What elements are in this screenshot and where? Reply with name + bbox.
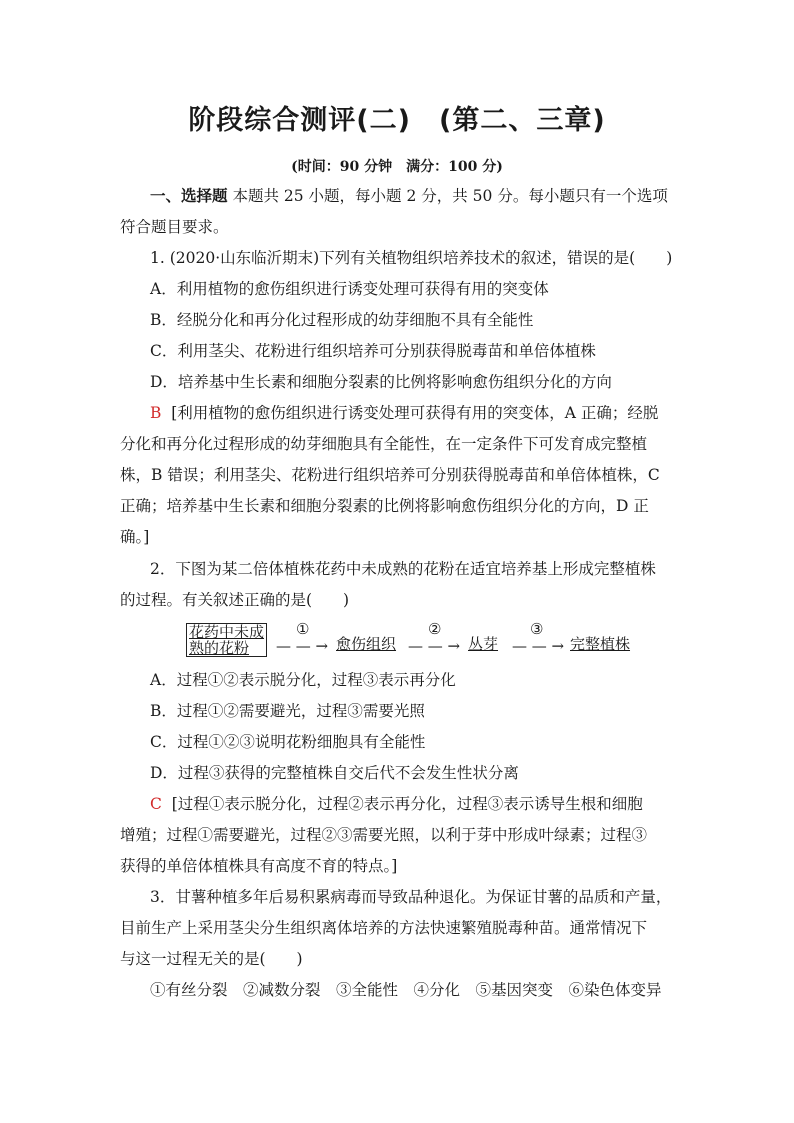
arrow-icon: — — → [512, 637, 565, 655]
diagram-start-box: 花药中未成 熟的花粉 [186, 623, 267, 657]
section-intro-line-2: 符合题目要求。 [120, 218, 229, 236]
q3-stem-line-3: 与这一过程无关的是( ) [120, 950, 303, 968]
page-title: 阶段综合测评(二) (第二、三章) [188, 105, 606, 136]
section-intro-text: 本题共 25 小题，每小题 2 分，共 50 分。每小题只有一个选项 [232, 187, 668, 205]
step-3-label: ③ [530, 620, 544, 638]
step-2-label: ② [428, 620, 442, 638]
q1-option-a: A．利用植物的愈伤组织进行诱变处理可获得有用的突变体 [150, 280, 549, 298]
diagram-node-plant: 完整植株 [570, 635, 631, 653]
q1-option-d: D．培养基中生长素和细胞分裂素的比例将影响愈伤组织分化的方向 [150, 373, 612, 391]
step-1-label: ① [296, 620, 310, 638]
q1-option-b: B．经脱分化和再分化过程形成的幼芽细胞不具有全能性 [150, 311, 534, 329]
q3-stem-line-1: 3．甘薯种植多年后易积累病毒而导致品种退化。为保证甘薯的品质和产量， [150, 888, 672, 906]
q2-stem-line-2: 的过程。有关叙述正确的是( ) [120, 591, 350, 609]
q1-explanation-line-2: 分化和再分化过程形成的幼芽细胞具有全能性，在一定条件下可发育成完整植 [120, 435, 648, 453]
section-intro [150, 186, 668, 206]
q2-stem-line-1: 2．下图为某二倍体植株花药中未成熟的花粉在适宜培养基上形成完整植株 [150, 560, 656, 578]
diagram-node-buds: 丛芽 [468, 635, 499, 653]
q2-explanation-line-2: 增殖；过程①需要避光，过程②③需要光照，以利于芽中形成叶绿素；过程③ [120, 826, 648, 844]
q2-option-b: B．过程①②需要避光，过程③需要光照 [150, 702, 425, 720]
section-heading: 一、选择题 [150, 186, 228, 205]
diagram-node-callus: 愈伤组织 [336, 635, 397, 653]
q1-stem: 1. (2020·山东临沂期末)下列有关植物组织培养技术的叙述，错误的是( ) [150, 249, 673, 267]
q1-explanation-line-1: B [利用植物的愈伤组织进行诱变处理可获得有用的突变体，A 正确；经脱 [150, 404, 659, 422]
q1-explanation-line-4: 正确；培养基中生长素和细胞分裂素的比例将影响愈伤组织分化的方向，D 正 [120, 497, 649, 515]
q3-stem-line-2: 目前生产上采用茎尖分生组织离体培养的方法快速繁殖脱毒种苗。通常情况下 [120, 919, 648, 937]
q1-explanation-line-5: 确。] [120, 528, 150, 546]
q2-option-c: C．过程①②③说明花粉细胞具有全能性 [150, 733, 426, 751]
arrow-icon: — — → [276, 637, 329, 655]
q2-explanation-line-3: 获得的单倍体植株具有高度不育的特点。] [120, 857, 398, 875]
q2-option-a: A．过程①②表示脱分化，过程③表示再分化 [150, 671, 456, 689]
q1-option-c: C．利用茎尖、花粉进行组织培养可分别获得脱毒苗和单倍体植株 [150, 342, 596, 360]
q2-option-d: D．过程③获得的完整植株自交后代不会发生性状分离 [150, 764, 519, 782]
culture-process-diagram [186, 620, 646, 657]
arrow-icon: — — → [408, 637, 461, 655]
q1-explanation-line-3: 株，B 错误；利用茎尖、花粉进行组织培养可分别获得脱毒苗和单倍体植株，C [120, 466, 660, 484]
exam-time-score: (时间：90 分钟 满分：100 分) [291, 159, 503, 175]
q3-choices: ①有丝分裂 ②减数分裂 ③全能性 ④分化 ⑤基因突变 ⑥染色体变异 [150, 981, 662, 999]
q2-explanation-line-1: C [过程①表示脱分化，过程②表示再分化，过程③表示诱导生根和细胞 [150, 795, 643, 813]
q2-answer: C [150, 795, 162, 813]
q1-answer: B [150, 404, 162, 422]
